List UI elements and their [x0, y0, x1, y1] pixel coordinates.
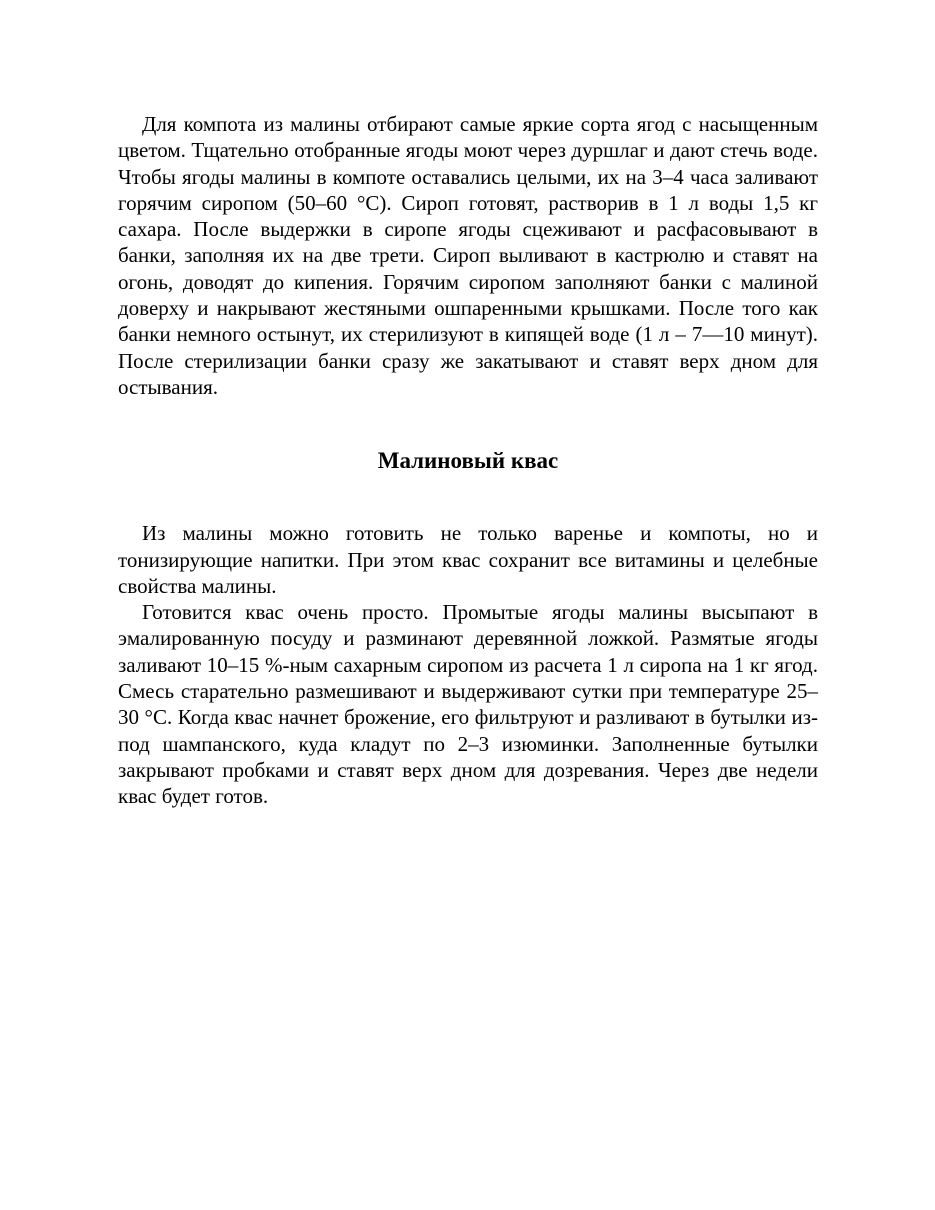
- section-heading: Малиновый квас: [377, 448, 559, 474]
- paragraph-kvass-recipe: Готовится квас очень просто. Промытые ягоды малины высыпают в эмалированную посуду и разминают деревянной ложкой. Размятые ягоды заливают 10–15 %-ным сахарным сиропом из расчета 1 л сиропа на 1 кг ягод. Смесь старательно размешивают и выдерживают сутки при температуре 25–30 °С. Когда квас начнет брожение, его фильтруют и разливают в бутылки из-под шампанского, куда кладут по 2–3 изюминки. Заполненные бутылки закрывают пробками и ставят верх дном для дозревания. Через две недели квас будет готов.: [118, 600, 818, 809]
- paragraph-compote: Для компота из малины отбирают самые яркие сорта ягод с насыщенным цветом. Тщательно отобранные ягоды моют через дуршлаг и дают стечь воде. Чтобы ягоды малины в компоте оставались целыми, их на 3–4 часа заливают горячим сиропом (50–60 °С). Сироп готовят, растворив в 1 л воды 1,5 кг сахара. После выдержки в сиропе ягоды сцеживают и расфасовывают в банки, заполняя их на две трети. Сироп выливают в кастрюлю и ставят на огонь, доводят до кипения. Горячим сиропом заполняют банки с малиной доверху и накрывают жестяными ошпаренными крышками. После того как банки немного остынут, их стерилизуют в кипящей воде (1 л – 7—10 минут). После стерилизации банки сразу же закатывают и ставят верх дном для остывания.: [118, 112, 818, 399]
- spacer: [118, 400, 818, 447]
- spacer: [118, 475, 818, 520]
- paragraph-kvass-intro: Из малины можно готовить не только варенье и компоты, но и тонизирующие напитки. При этом квас сохранит все витамины и целебные свойства малины.: [118, 521, 818, 598]
- document-page: [118, 111, 818, 810]
